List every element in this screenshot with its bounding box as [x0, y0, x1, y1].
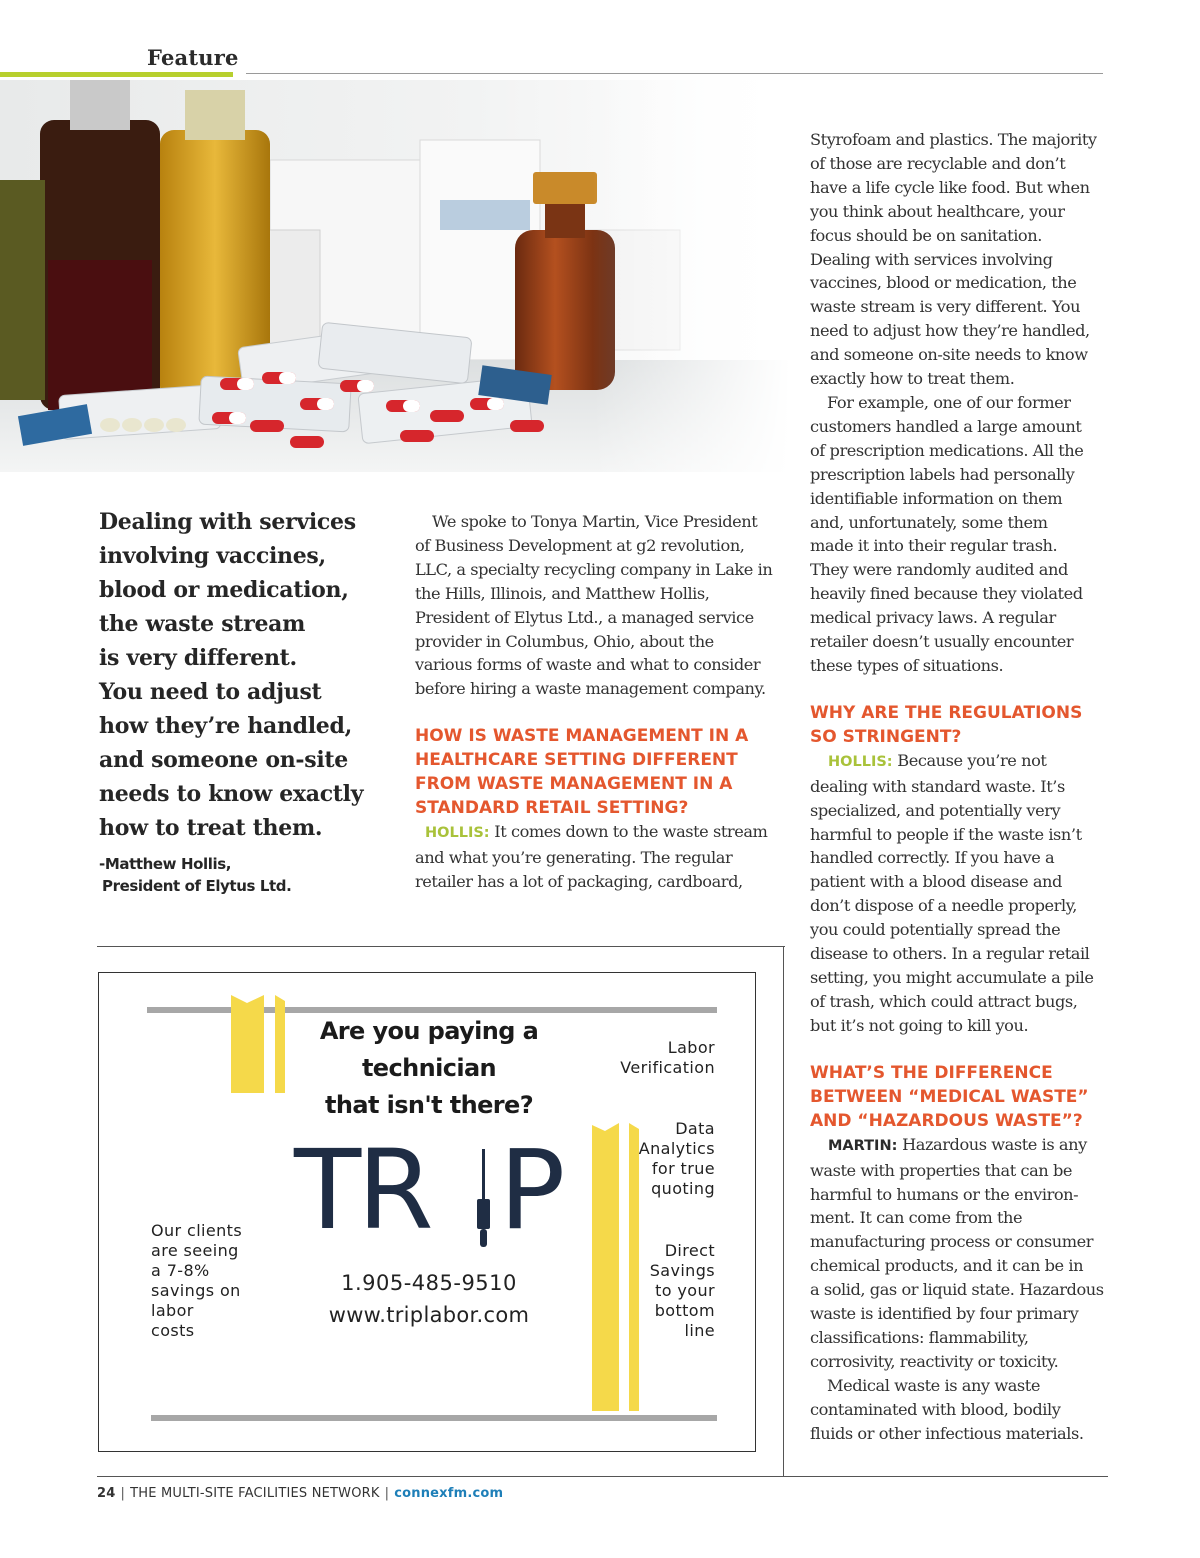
body-line: various forms of waste and what to consider [415, 655, 761, 675]
ad-headline-line: that isn't there? [324, 1091, 534, 1119]
body-line: fluids or other infectious materials. [810, 1423, 1084, 1443]
body-line: For example, one of our former [827, 392, 1071, 412]
ad-feature-analytics [565, 1119, 715, 1199]
spacer [810, 1038, 1110, 1061]
pull-quote-line: You need to adjust [99, 679, 322, 705]
body-line: made it into their regular trash. [810, 536, 1058, 556]
question-heading: WHAT’S THE DIFFERENCE [810, 1062, 1053, 1083]
body-line: waste is identified by four primary [810, 1304, 1079, 1324]
body-line: classifications: flammability, [810, 1327, 1029, 1347]
pull-quote-line: involving vaccines, [99, 543, 326, 569]
ad-text-line: Savings [649, 1261, 715, 1280]
body-line: have a life cycle like food. But when [810, 177, 1090, 197]
question-heading: STANDARD RETAIL SETTING? [415, 798, 689, 819]
body-line: prescription labels had personally [810, 464, 1075, 484]
footer-rule [97, 1476, 1108, 1477]
feature-photo [0, 80, 790, 472]
body-line: identifiable information on them [810, 488, 1063, 508]
body-line: harmful to people if the waste isn’t [810, 824, 1082, 844]
publication-name: THE MULTI-SITE FACILITIES NETWORK [130, 1486, 380, 1501]
column-divider [783, 946, 784, 1476]
body-line: corrosivity, reactivity or toxicity. [810, 1351, 1059, 1371]
ad-feature-labor [565, 1038, 715, 1078]
question-heading: BETWEEN “MEDICAL WASTE” [810, 1086, 1089, 1107]
ad-text-line: savings on [151, 1281, 241, 1300]
body-line: waste with properties that can be [810, 1160, 1073, 1180]
ad-headline [304, 1013, 554, 1124]
screwdriver-icon [477, 1149, 490, 1247]
trip-logo-right: P [499, 1126, 566, 1254]
speaker-label: HOLLIS: [828, 753, 893, 770]
trip-logo-left: TR [294, 1126, 430, 1254]
body-line: LLC, a specialty recycling company in Lake in [415, 559, 773, 579]
body-line: President of Elytus Ltd., a managed service [415, 607, 754, 627]
ad-url[interactable]: www.triplabor.com [328, 1303, 530, 1327]
ad-text-line: Verification [620, 1058, 715, 1077]
question-heading: HOW IS WASTE MANAGEMENT IN A [415, 726, 749, 747]
body-line: these types of situations. [810, 655, 1004, 675]
body-line: handled correctly. If you have a [810, 848, 1055, 868]
answer-text: Because you’re not [897, 750, 1047, 770]
header-rule [246, 73, 1103, 74]
footer-separator: | [384, 1486, 390, 1501]
body-line: chemical products, and it can be in [810, 1256, 1084, 1276]
question-heading: AND “HAZARDOUS WASTE”? [810, 1110, 1083, 1131]
body-line: and, unfortunately, some them [810, 512, 1048, 532]
body-line: dealing with standard waste. It’s [810, 776, 1065, 796]
ad-feature-savings [565, 1241, 715, 1341]
ad-text-line: Analytics [638, 1139, 715, 1158]
body-line: waste stream is very different. You [810, 297, 1081, 317]
pull-quote-line: blood or medication, [99, 577, 349, 603]
pull-quote [99, 505, 369, 897]
page-footer [97, 1486, 503, 1501]
ad-text-line: Labor [667, 1038, 715, 1057]
body-line: patient with a blood disease and [810, 872, 1062, 892]
body-line: of prescription medications. All the [810, 440, 1084, 460]
ad-headline-line: technician [361, 1054, 497, 1082]
question-heading: FROM WASTE MANAGEMENT IN A [415, 774, 733, 795]
ad-text-line: quoting [651, 1179, 715, 1198]
ad-text-line: Data [675, 1119, 715, 1138]
pull-quote-line: needs to know exactly [99, 781, 364, 807]
spacer [415, 701, 785, 724]
pull-quote-attribution [99, 853, 369, 897]
ad-text-line: for true [651, 1159, 715, 1178]
ad-text-line: costs [151, 1321, 195, 1340]
pull-quote-line: how they’re handled, [99, 713, 352, 739]
body-line: We spoke to Tonya Martin, Vice President [432, 512, 758, 531]
body-line: They were randomly audited and [810, 560, 1068, 580]
answer-text: It comes down to the waste stream [494, 822, 768, 842]
ad-headline-line: Are you paying a [319, 1017, 539, 1045]
body-line: medical privacy laws. A regular [810, 608, 1056, 628]
pull-quote-line: is very different. [99, 645, 297, 671]
body-line: you think about healthcare, your [810, 201, 1065, 221]
body-line: contaminated with blood, bodily [810, 1399, 1061, 1419]
body-line: don’t dispose of a needle properly, [810, 896, 1077, 916]
website-link[interactable]: connexfm.com [394, 1486, 504, 1501]
ad-text-line: a 7-8% [151, 1261, 210, 1280]
body-line: Styrofoam and plastics. The majority [810, 130, 1097, 149]
answer-text: Hazardous waste is any [902, 1134, 1087, 1154]
attribution-name: -Matthew Hollis, [99, 855, 232, 873]
ad-divider-top [97, 946, 785, 947]
pull-quote-line: Dealing with services [99, 509, 356, 535]
body-line: you could potentially spread the [810, 920, 1061, 940]
body-line: retailer doesn’t usually encounter [810, 632, 1074, 652]
body-line: manufacturing process or consumer [810, 1232, 1094, 1252]
footer-separator: | [120, 1486, 126, 1501]
ad-phone[interactable]: 1.905-485-9510 [341, 1271, 517, 1295]
body-line: setting, you might accumulate a pile [810, 968, 1094, 987]
page-number: 24 [97, 1486, 116, 1501]
body-line: provider in Columbus, Ohio, about the [415, 631, 714, 651]
ad-text-line: Direct [664, 1241, 715, 1260]
body-line: need to adjust how they’re handled, [810, 321, 1090, 341]
ad-savings-claim [151, 1221, 281, 1341]
section-accent-bar [0, 72, 233, 77]
body-line: Medical waste is any waste [827, 1375, 1040, 1395]
body-line: and someone on-site needs to know [810, 345, 1088, 365]
question-heading: WHY ARE THE REGULATIONS [810, 702, 1083, 723]
ad-text-line: bottom [654, 1301, 715, 1320]
ad-text-line: labor [151, 1301, 194, 1320]
pull-quote-line: and someone on-site [99, 747, 348, 773]
speaker-label: MARTIN: [828, 1137, 898, 1154]
body-line: of Business Development at g2 revolution, [415, 535, 745, 555]
section-label: Feature [147, 45, 239, 70]
body-line: ment. It can come from the [810, 1208, 1023, 1228]
body-line: vaccines, blood or medication, the [810, 273, 1077, 293]
ad-text-line: to your [655, 1281, 715, 1300]
body-line: the Hills, Illinois, and Matthew Hollis, [415, 583, 710, 603]
question-heading: HEALTHCARE SETTING DIFFERENT [415, 750, 738, 771]
ad-text-line: Our clients [151, 1221, 243, 1240]
body-line: of those are recyclable and don’t [810, 153, 1066, 173]
pull-quote-line: the waste stream [99, 611, 306, 637]
ad-text-line: line [684, 1321, 715, 1340]
pull-quote-line: how to treat them. [99, 815, 323, 841]
body-line: harmful to humans or the environ- [810, 1184, 1079, 1204]
body-line: of trash, which could attract bugs, [810, 991, 1078, 1011]
body-line: disease to others. In a regular retail [810, 944, 1090, 964]
speaker-label: HOLLIS: [425, 825, 490, 842]
attribution-title: President of Elytus Ltd. [102, 877, 292, 895]
body-line: heavily fined because they violated [810, 584, 1083, 604]
body-line: specialized, and potentially very [810, 800, 1061, 820]
body-line: retailer has a lot of packaging, cardboard, [415, 872, 743, 892]
question-heading: SO STRINGENT? [810, 726, 962, 747]
article-column-right [810, 128, 1110, 1446]
body-line: before hiring a waste management company. [415, 679, 766, 699]
ad-text-line: are seeing [151, 1241, 239, 1260]
body-line: a solid, gas or liquid state. Hazardous [810, 1280, 1104, 1300]
body-line: Dealing with services involving [810, 249, 1053, 269]
article-column-middle [415, 510, 785, 894]
body-line: exactly how to treat them. [810, 369, 1015, 389]
body-line: but it’s not going to kill you. [810, 1015, 1029, 1035]
body-line: customers handled a large amount [810, 416, 1082, 436]
body-line: and what you’re generating. The regular [415, 848, 733, 868]
spacer [810, 678, 1110, 701]
trip-advertisement[interactable] [98, 972, 756, 1452]
body-line: focus should be on sanitation. [810, 225, 1042, 245]
